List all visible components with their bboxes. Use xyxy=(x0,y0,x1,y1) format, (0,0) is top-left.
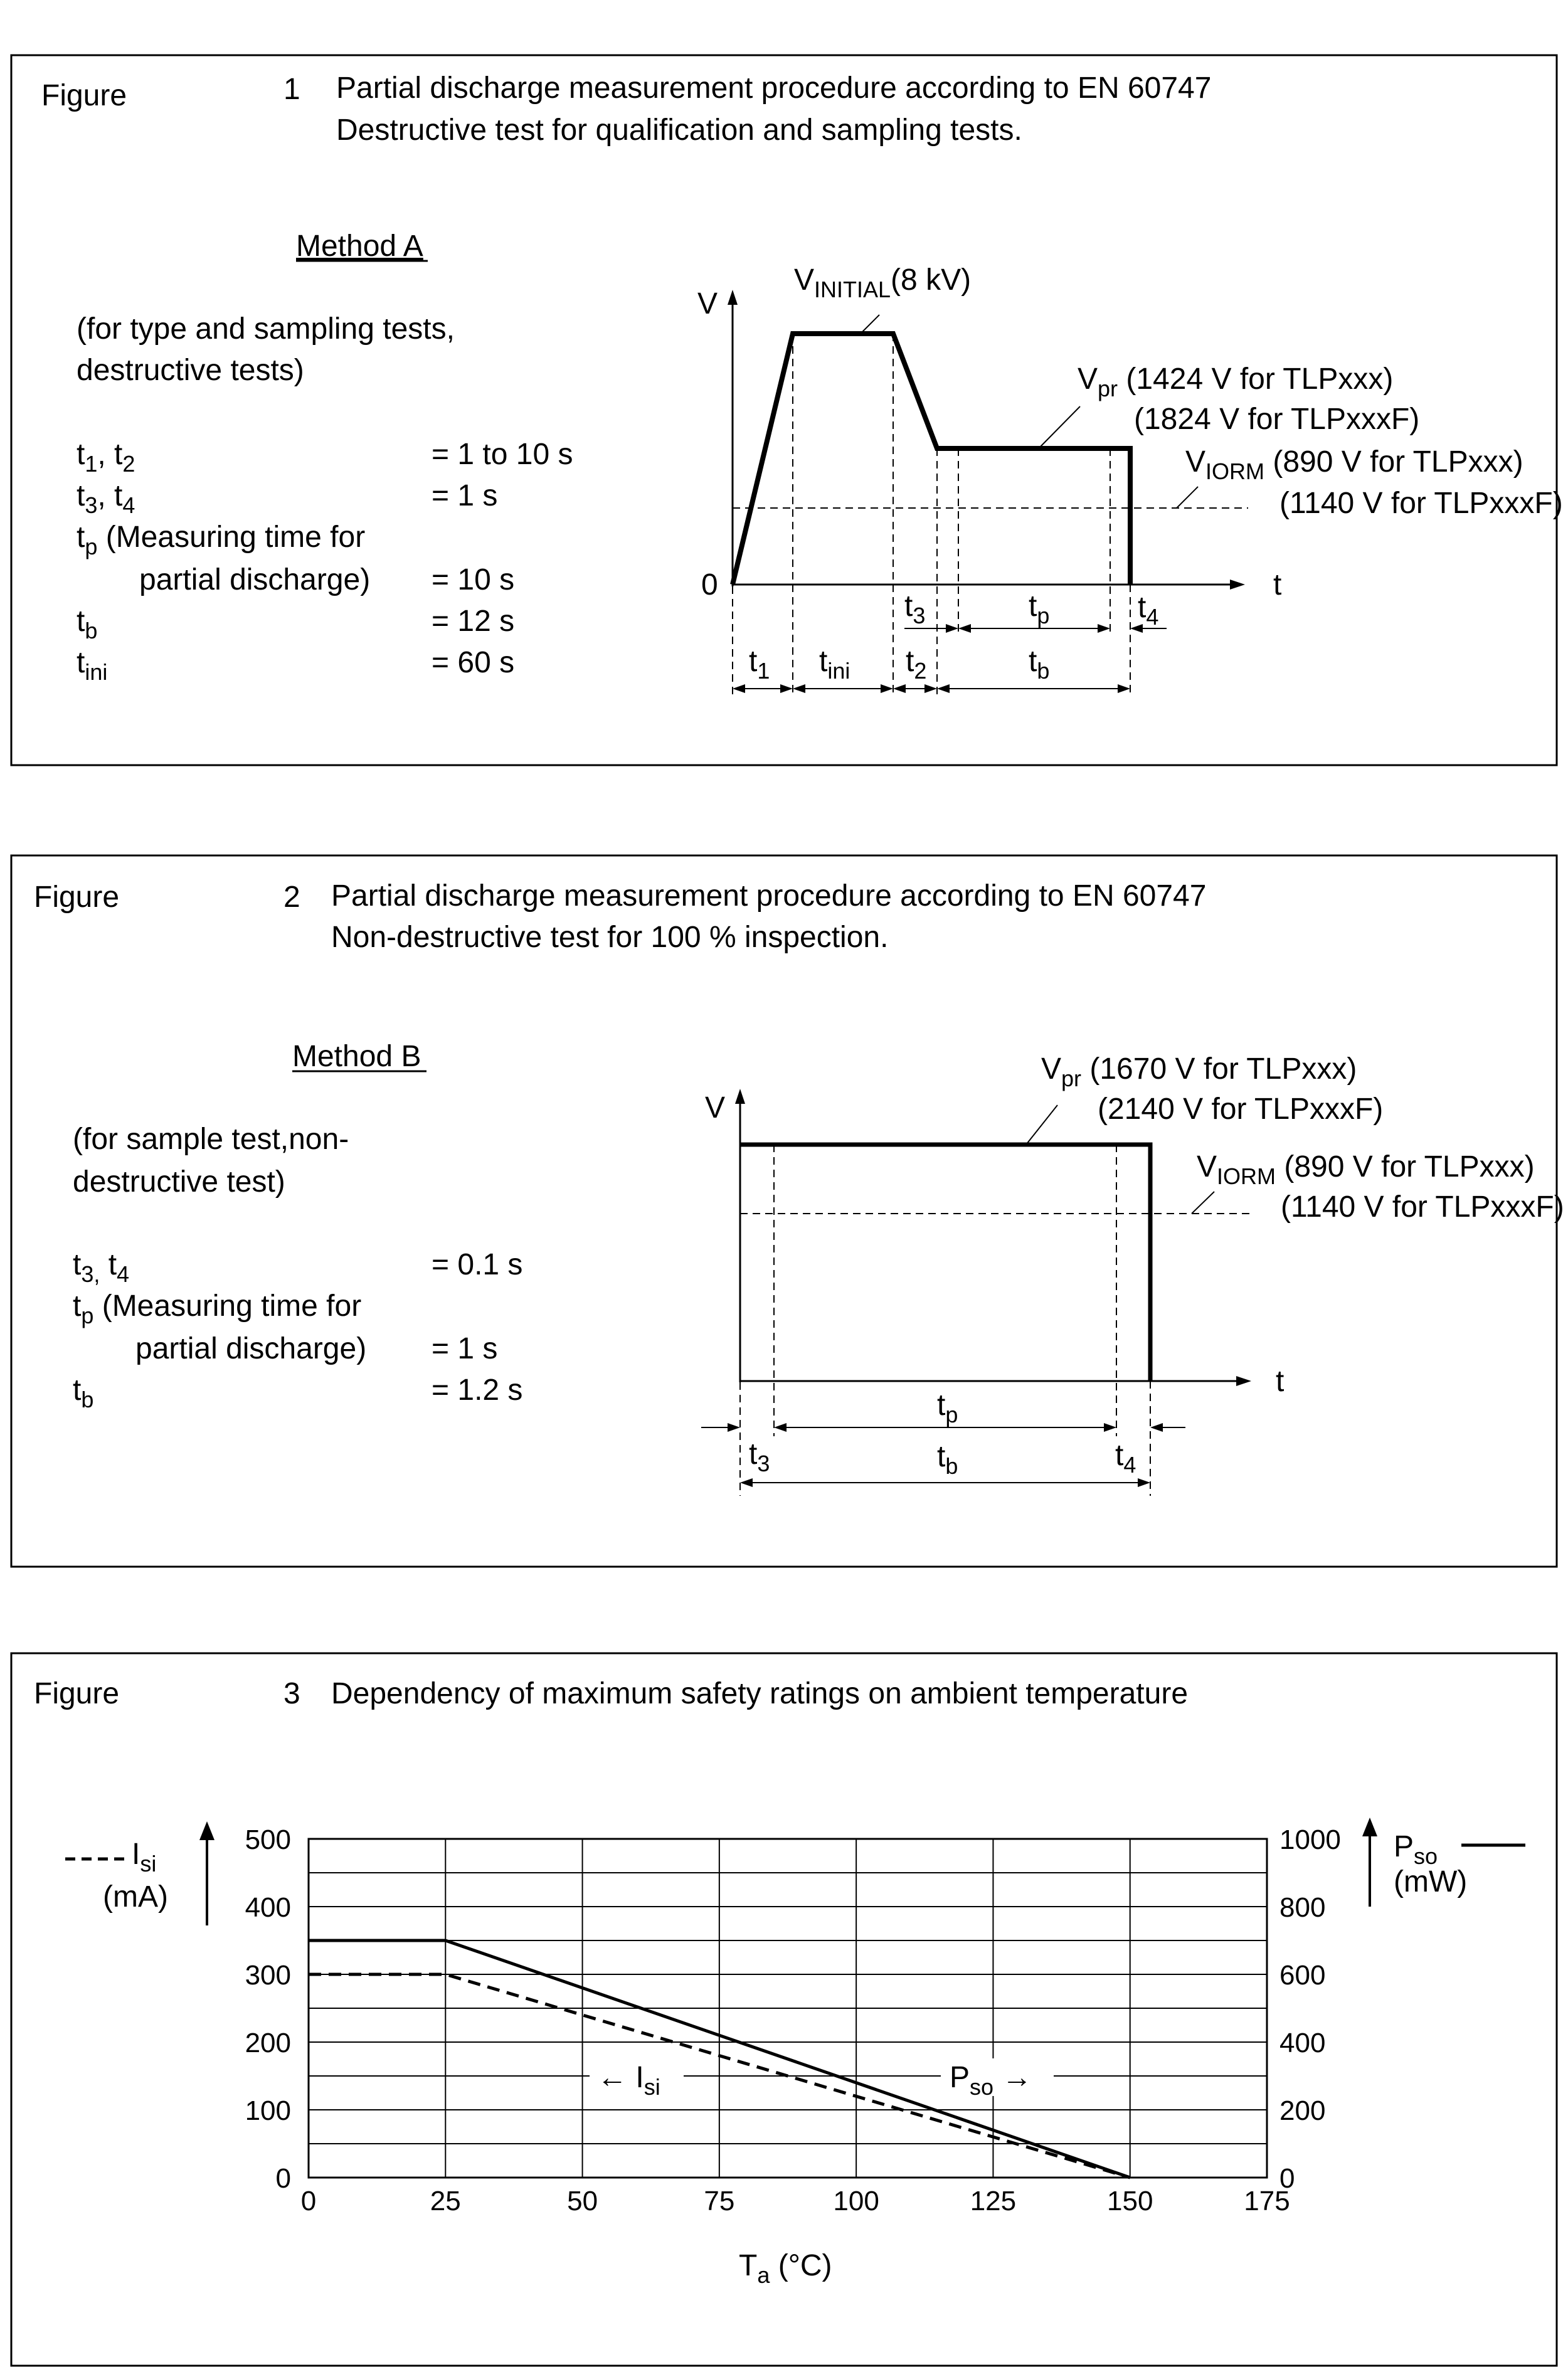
y-left-tick-label: 0 xyxy=(275,2163,291,2194)
fig1-tb-arrow-right xyxy=(1118,684,1130,693)
y-left-tick-label: 100 xyxy=(245,2095,291,2126)
x-tick-label: 125 xyxy=(970,2186,1017,2216)
fig1-tb-arrow-left xyxy=(937,684,950,693)
fig2-viorm-label: $V_{IORM}$ (890 V for TLPxxx) xyxy=(1197,1150,1535,1189)
fig1-tp-label: $t_p$ xyxy=(1029,590,1050,628)
fig2-vpr-label-line2: (2140 V for TLPxxxF) xyxy=(1098,1093,1384,1126)
fig1-t1-arrow-left xyxy=(733,684,745,693)
method-a-params xyxy=(77,438,573,685)
y-left-tick-label: 200 xyxy=(245,2028,291,2058)
method-a-heading: Method A xyxy=(296,230,423,263)
y-left-tick-label: 400 xyxy=(245,1892,291,1923)
figure-1-timing-diagram xyxy=(697,263,1563,696)
safety-ratings-chart xyxy=(245,1824,1341,2216)
fig2-v-axis-arrow xyxy=(735,1089,745,1104)
chart-grid xyxy=(309,1839,1267,2178)
x-tick-label: 25 xyxy=(430,2186,461,2216)
fig1-t1-arrow-right xyxy=(780,684,793,693)
fig1-origin-label: 0 xyxy=(701,568,718,601)
fig1-vpr-label-line2: (1824 V for TLPxxxF) xyxy=(1134,403,1420,436)
fig1-t2-arrow-right xyxy=(924,684,937,693)
x-tick-label: 175 xyxy=(1244,2186,1290,2216)
param-b-tp-value: = 1 s xyxy=(432,1332,498,1365)
param-tb-value: = 12 s xyxy=(432,605,515,638)
fig1-tini-arrow-left xyxy=(793,684,805,693)
x-axis-label: $T_a$ (°C) xyxy=(739,2249,832,2288)
fig2-tb-label: $t_b$ xyxy=(937,1440,958,1479)
param-t1-t2-value: = 1 to 10 s xyxy=(432,438,573,471)
fig2-viorm-label-line2: (1140 V for TLPxxxF) xyxy=(1281,1190,1564,1224)
method-b-desc-line2: destructive test) xyxy=(73,1165,285,1199)
fig1-viorm-label-line2: (1140 V for TLPxxxF) xyxy=(1279,487,1563,520)
param-tp: $t_p$ (Measuring time for xyxy=(77,521,366,559)
in-plot-series-labels xyxy=(590,2058,1054,2100)
pso-legend-label: $P_{so}$ xyxy=(1394,1830,1438,1869)
figure-2-number: 2 xyxy=(283,881,300,914)
y-right-tick-label: 1000 xyxy=(1279,1824,1341,1855)
fig1-v-label: V xyxy=(697,287,718,320)
param-b-partial-discharge: partial discharge) xyxy=(135,1332,367,1365)
y-left-tick-label: 500 xyxy=(245,1824,291,1855)
param-t3-t4-value: = 1 s xyxy=(432,479,498,512)
fig1-vpr-leader xyxy=(1039,406,1080,448)
figure-1-number: 1 xyxy=(283,73,300,106)
x-tick-label: 0 xyxy=(300,2186,317,2216)
x-tick-label: 150 xyxy=(1107,2186,1153,2216)
fig1-t4-arrowhead xyxy=(1130,624,1143,633)
fig2-tb-arrow-left xyxy=(740,1478,753,1487)
fig1-t4-label: $t_4$ xyxy=(1138,591,1159,630)
param-tini: $t_{ini}$ xyxy=(77,646,108,685)
figure-3-number: 3 xyxy=(283,1677,300,1710)
fig1-tp-arrow-left xyxy=(958,624,971,633)
fig2-vpr-leader xyxy=(1026,1105,1057,1145)
pso-axis-up-arrowhead xyxy=(1362,1818,1377,1836)
fig2-test-voltage-waveform xyxy=(740,1145,1150,1381)
param-b-tb: $t_b$ xyxy=(73,1374,94,1412)
param-b-tb-value: = 1.2 s xyxy=(432,1374,523,1407)
fig2-t-label: t xyxy=(1276,1365,1285,1398)
fig1-t2-label: $t_2$ xyxy=(906,645,927,684)
fig1-t3-label: $t_3$ xyxy=(904,590,926,628)
fig2-t-axis-arrow xyxy=(1236,1376,1251,1386)
figure-1-label: Figure xyxy=(41,79,127,112)
fig1-t3-arrowhead xyxy=(946,624,958,633)
param-b-tp: $t_p$ (Measuring time for xyxy=(73,1289,362,1328)
isi-axis-up-arrowhead xyxy=(199,1821,215,1840)
fig1-tp-arrow-right xyxy=(1098,624,1110,633)
fig1-viorm-leader xyxy=(1177,487,1198,508)
figure-2-title-line1: Partial discharge measurement procedure according to EN 60747 xyxy=(331,879,1207,913)
figure-3-title: Dependency of maximum safety ratings on ambient temperature xyxy=(331,1677,1189,1710)
fig1-vpr-label: $V_{pr}$ (1424 V for TLPxxx) xyxy=(1078,363,1394,401)
fig1-t1-label: $t_1$ xyxy=(749,645,770,684)
param-t3-t4: $t_3$, $t_4$ xyxy=(77,479,135,518)
isi-legend-unit: (mA) xyxy=(103,1880,168,1914)
method-a-desc-line2: destructive tests) xyxy=(77,354,304,387)
isi-in-plot-label: ← $I_{si}$ xyxy=(597,2061,660,2100)
fig2-vpr-label: $V_{pr}$ (1670 V for TLPxxx) xyxy=(1041,1052,1357,1091)
chart-tick-labels xyxy=(245,1824,1341,2216)
y-right-tick-label: 400 xyxy=(1279,2028,1326,2058)
param-partial-discharge: partial discharge) xyxy=(139,563,371,596)
fig1-t-axis-arrow xyxy=(1230,580,1245,590)
method-b-desc-line1: (for sample test,non- xyxy=(73,1123,349,1156)
fig1-tini-label: $t_{ini}$ xyxy=(819,645,850,684)
isi-legend-label: $I_{si}$ xyxy=(132,1838,157,1877)
y-right-tick-label: 600 xyxy=(1279,1960,1326,1991)
fig2-tp-arrow-right xyxy=(1104,1423,1116,1432)
x-tick-label: 100 xyxy=(833,2186,879,2216)
figure-1-title-line1: Partial discharge measurement procedure according to EN 60747 xyxy=(336,71,1212,105)
param-b-t3-t4: $t_{3,}$ $t_4$ xyxy=(73,1248,130,1287)
param-b-t3-t4-value: = 0.1 s xyxy=(432,1248,523,1281)
method-b-params xyxy=(73,1248,522,1412)
param-t1-t2: $t_1$, $t_2$ xyxy=(77,438,135,477)
fig2-t3-label: $t_3$ xyxy=(749,1437,770,1476)
fig1-v-axis-arrow xyxy=(728,290,738,305)
fig2-t3-arrowhead xyxy=(728,1423,740,1432)
figure-1-title-line2: Destructive test for qualification and sampling tests. xyxy=(336,114,1022,147)
figure-2-timing-diagram xyxy=(701,1052,1564,1496)
pso-in-plot-label: $P_{so}$ → xyxy=(950,2061,1032,2100)
param-tp-value: = 10 s xyxy=(432,563,515,596)
fig2-tp-arrow-left xyxy=(774,1423,787,1432)
fig2-viorm-leader xyxy=(1192,1192,1214,1214)
fig1-vinitial-leader xyxy=(861,315,879,334)
fig1-tb-label: $t_b$ xyxy=(1029,645,1050,684)
y-right-tick-label: 800 xyxy=(1279,1892,1326,1923)
isi-legend xyxy=(65,1821,215,1925)
method-b-heading: Method B xyxy=(292,1040,421,1073)
fig2-tp-label: $t_p$ xyxy=(937,1389,958,1427)
param-tb: $t_b$ xyxy=(77,605,98,643)
pso-legend xyxy=(1362,1818,1525,1907)
figure-2-title-line2: Non-destructive test for 100 % inspection. xyxy=(331,921,889,954)
y-right-tick-label: 0 xyxy=(1279,2163,1295,2194)
fig1-tini-arrow-right xyxy=(881,684,893,693)
fig2-t4-arrowhead xyxy=(1150,1423,1163,1432)
fig2-tb-arrow-right xyxy=(1138,1478,1150,1487)
figure-3-label: Figure xyxy=(34,1677,120,1710)
fig1-viorm-label: $V_{IORM}$ (890 V for TLPxxx) xyxy=(1185,445,1523,484)
x-tick-label: 50 xyxy=(567,2186,598,2216)
fig1-t-label: t xyxy=(1273,568,1282,601)
pso-legend-unit: (mW) xyxy=(1394,1865,1468,1898)
x-tick-label: 75 xyxy=(704,2186,735,2216)
fig2-t4-label: $t_4$ xyxy=(1115,1439,1136,1478)
y-left-tick-label: 300 xyxy=(245,1960,291,1991)
y-right-tick-label: 200 xyxy=(1279,2095,1326,2126)
fig2-v-label: V xyxy=(705,1091,726,1125)
fig1-vinitial-label: $V_{INITIAL}(8$ kV) xyxy=(794,263,972,302)
fig1-t2-arrow-left xyxy=(893,684,906,693)
figure-2-label: Figure xyxy=(34,881,120,914)
method-a-desc-line1: (for type and sampling tests, xyxy=(77,312,455,346)
param-tini-value: = 60 s xyxy=(432,646,515,679)
